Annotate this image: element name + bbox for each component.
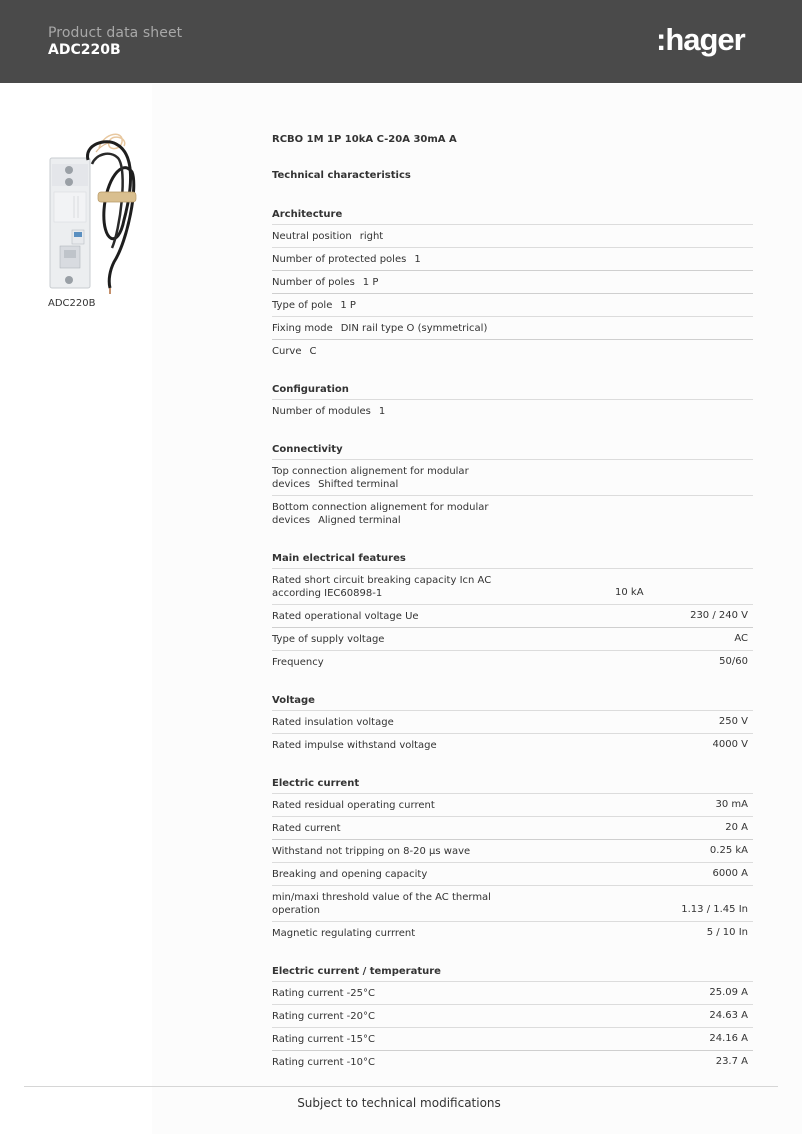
- section-architecture: [272, 184, 753, 362]
- product-name: RCBO 1M 1P 10kA C-20A 30mA A: [272, 134, 457, 145]
- spec-value: 24.63 A: [709, 1010, 748, 1021]
- spec-row: [272, 628, 753, 651]
- hager-logo: :hager: [656, 22, 745, 57]
- spec-value: 20 A: [725, 822, 748, 833]
- spec-row: [272, 605, 753, 628]
- spec-value: 24.16 A: [709, 1033, 748, 1044]
- spec-row: [272, 794, 753, 817]
- spec-value: 23.7 A: [715, 1056, 748, 1067]
- section-title: Configuration: [272, 362, 753, 400]
- spec-value: 1 P: [340, 300, 356, 311]
- spec-label: Number of modules: [272, 406, 371, 417]
- spec-row: [272, 225, 753, 248]
- spec-label: Number of poles: [272, 277, 355, 288]
- spec-value: 1.13 / 1.45 In: [681, 904, 748, 915]
- spec-label: Fixing mode: [272, 323, 333, 334]
- spec-row: [272, 863, 753, 886]
- spec-value: AC: [734, 633, 748, 644]
- spec-row: [272, 248, 753, 271]
- product-image: [44, 130, 140, 295]
- spec-value: 25.09 A: [709, 987, 748, 998]
- spec-label: Number of protected poles: [272, 254, 407, 265]
- spec-row: [272, 734, 753, 756]
- spec-value: right: [359, 231, 384, 242]
- spec-value: 10 kA: [615, 587, 644, 598]
- spec-row: [272, 1028, 753, 1051]
- rcbo-device-icon: [44, 130, 140, 295]
- spec-row: [272, 1005, 753, 1028]
- spec-label: Neutral position: [272, 231, 352, 242]
- page-header: [0, 0, 802, 83]
- spec-value: C: [309, 346, 317, 357]
- spec-label: Breaking and opening capacity: [272, 869, 428, 880]
- section-title: Main electrical features: [272, 531, 753, 569]
- spec-label: Rated insulation voltage: [272, 717, 394, 728]
- spec-row: [272, 496, 753, 531]
- footer-divider: [24, 1086, 778, 1087]
- spec-row: [272, 569, 753, 605]
- footer-disclaimer: Subject to technical modifications: [297, 1096, 501, 1110]
- spec-value: 6000 A: [712, 868, 748, 879]
- spec-value: 250 V: [718, 716, 748, 727]
- spec-row: [272, 294, 753, 317]
- spec-label: Rated impulse withstand voltage: [272, 740, 437, 751]
- section-electric-current-temperature: [272, 944, 753, 1073]
- spec-value: 1 P: [362, 277, 379, 288]
- spec-row: [272, 922, 753, 944]
- spec-label: Bottom connection alignement for modular: [272, 502, 489, 513]
- spec-label: Withstand not tripping on 8-20 µs wave: [272, 846, 471, 857]
- spec-row: [272, 840, 753, 863]
- spec-label-continued: devices: [272, 515, 311, 526]
- spec-row: [272, 271, 753, 294]
- spec-row: [272, 711, 753, 734]
- section-title: Voltage: [272, 673, 753, 711]
- spec-label: Rating current -25°C: [272, 988, 375, 999]
- spec-row: [272, 460, 753, 496]
- spec-label: Magnetic regulating currrent: [272, 928, 416, 939]
- spec-value: 4000 V: [712, 739, 748, 750]
- spec-label: Rated current: [272, 823, 341, 834]
- section-electric-current: [272, 756, 753, 944]
- spec-label: Rated operational voltage Ue: [272, 611, 419, 622]
- spec-row: [272, 651, 753, 673]
- spec-label: Rating current -10°C: [272, 1057, 375, 1068]
- section-configuration: [272, 362, 753, 422]
- spec-value: 0.25 kA: [709, 845, 748, 856]
- section-title: Electric current: [272, 756, 753, 794]
- spec-label: Rating current -20°C: [272, 1011, 375, 1022]
- spec-row: [272, 982, 753, 1005]
- spec-value: 230 / 240 V: [690, 610, 748, 621]
- spec-label: Type of supply voltage: [272, 634, 385, 645]
- spec-value: Shifted terminal: [318, 479, 399, 490]
- spec-row: [272, 1051, 753, 1073]
- spec-value: 1: [378, 406, 386, 417]
- section-title: Connectivity: [272, 422, 753, 460]
- spec-value: Aligned terminal: [318, 515, 401, 526]
- spec-row: [272, 317, 753, 340]
- section-voltage: [272, 673, 753, 756]
- technical-characteristics-heading: Technical characteristics: [272, 170, 411, 181]
- spec-value: 30 mA: [715, 799, 748, 810]
- section-connectivity: [272, 422, 753, 531]
- spec-label-continued: operation: [272, 905, 321, 916]
- spec-label: Frequency: [272, 657, 324, 668]
- spec-value: 50/60: [719, 656, 748, 667]
- spec-label: Type of pole: [272, 300, 333, 311]
- spec-label: min/maxi threshold value of the AC thermal: [272, 892, 491, 903]
- spec-value: 1: [414, 254, 421, 265]
- spec-row: [272, 340, 753, 362]
- product-image-caption: ADC220B: [48, 298, 96, 309]
- spec-label: Top connection alignement for modular: [272, 466, 469, 477]
- product-reference-title: ADC220B: [48, 42, 121, 58]
- section-title: Architecture: [272, 184, 753, 225]
- spec-label-continued: according IEC60898-1: [272, 588, 383, 599]
- spec-label: Rated short circuit breaking capacity Icn AC: [272, 575, 492, 586]
- spec-value: 5 / 10 In: [706, 927, 748, 938]
- spec-row: [272, 400, 753, 422]
- document-type-label: Product data sheet: [48, 25, 183, 41]
- spec-label: Rating current -15°C: [272, 1034, 375, 1045]
- section-title: Electric current / temperature: [272, 944, 753, 982]
- spec-value: DIN rail type O (symmetrical): [340, 323, 488, 334]
- spec-row: [272, 886, 753, 922]
- spec-row: [272, 817, 753, 840]
- technical-content: [272, 128, 753, 1073]
- spec-label: Rated residual operating current: [272, 800, 435, 811]
- spec-label-continued: devices: [272, 479, 311, 490]
- spec-label: Curve: [272, 346, 302, 357]
- section-main-electrical-features: [272, 531, 753, 673]
